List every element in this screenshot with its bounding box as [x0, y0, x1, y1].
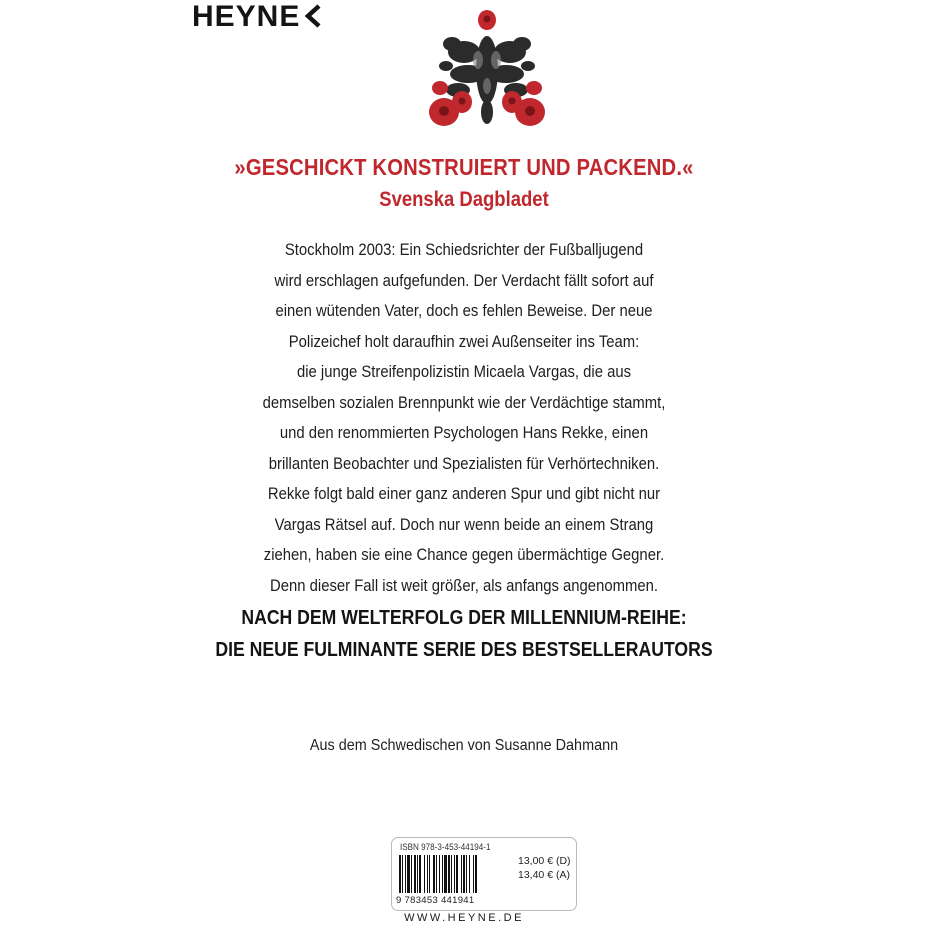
blurb-line: und den renommierten Psychologen Hans Rekke, einen	[279, 424, 649, 442]
translator-credit: Aus dem Schwedischen von Susanne Dahmann	[309, 737, 619, 754]
blurb-line: Denn dieser Fall ist weit größer, als anfangs angenommen.	[270, 576, 658, 595]
blurb-line: Rekke folgt bald einer ganz anderen Spur und gibt nicht nur	[267, 485, 661, 503]
review-quote: »GESCHICKT KONSTRUIERT UND PACKEND.«	[234, 154, 694, 180]
barcode-digits: 9 783453 441941	[396, 895, 475, 906]
barcode-label	[391, 837, 577, 911]
publisher-name: HEYNE	[192, 0, 301, 33]
blurb-text	[0, 235, 928, 601]
price-austria: 13,40 € (A)	[518, 869, 570, 881]
tagline-line-1: NACH DEM WELTERFOLG DER MILLENNIUM-REIHE:	[241, 606, 687, 629]
chevron-left-icon	[304, 4, 322, 28]
blurb-line: brillanten Beobachter und Spezialisten für Verhörtechniken.	[268, 454, 660, 473]
isbn-number: ISBN 978-3-453-44194-1	[400, 842, 491, 852]
inkblot-roses-icon	[428, 8, 546, 130]
blurb-line: demselben sozialen Brennpunkt wie der Verdächtige stammt,	[262, 393, 666, 412]
price-germany: 13,00 € (D)	[518, 855, 571, 867]
blurb-line: Stockholm 2003: Ein Schiedsrichter der Fußballjugend	[284, 241, 644, 259]
blurb-line: einen wütenden Vater, doch es fehlen Beweise. Der neue	[275, 302, 653, 320]
blurb-line: ziehen, haben sie eine Chance gegen übermächtige Gegner.	[263, 546, 665, 564]
tagline	[0, 602, 928, 666]
review-source: Svenska Dagbladet	[379, 188, 549, 211]
barcode-icon	[398, 855, 510, 895]
publisher-logo	[192, 0, 322, 34]
blurb-line: Polizeichef holt daraufhin zwei Außenseiter ins Team:	[288, 332, 640, 351]
blurb-line: wird erschlagen aufgefunden. Der Verdacht fällt sofort auf	[274, 271, 654, 290]
publisher-website: WWW.HEYNE.DE	[404, 912, 524, 924]
blurb-line: Vargas Rätsel auf. Doch nur wenn beide an einem Strang	[274, 515, 654, 534]
tagline-line-2: DIE NEUE FULMINANTE SERIE DES BESTSELLERAUTORS	[215, 638, 713, 661]
blurb-line: die junge Streifenpolizistin Micaela Vargas, die aus	[296, 363, 632, 381]
